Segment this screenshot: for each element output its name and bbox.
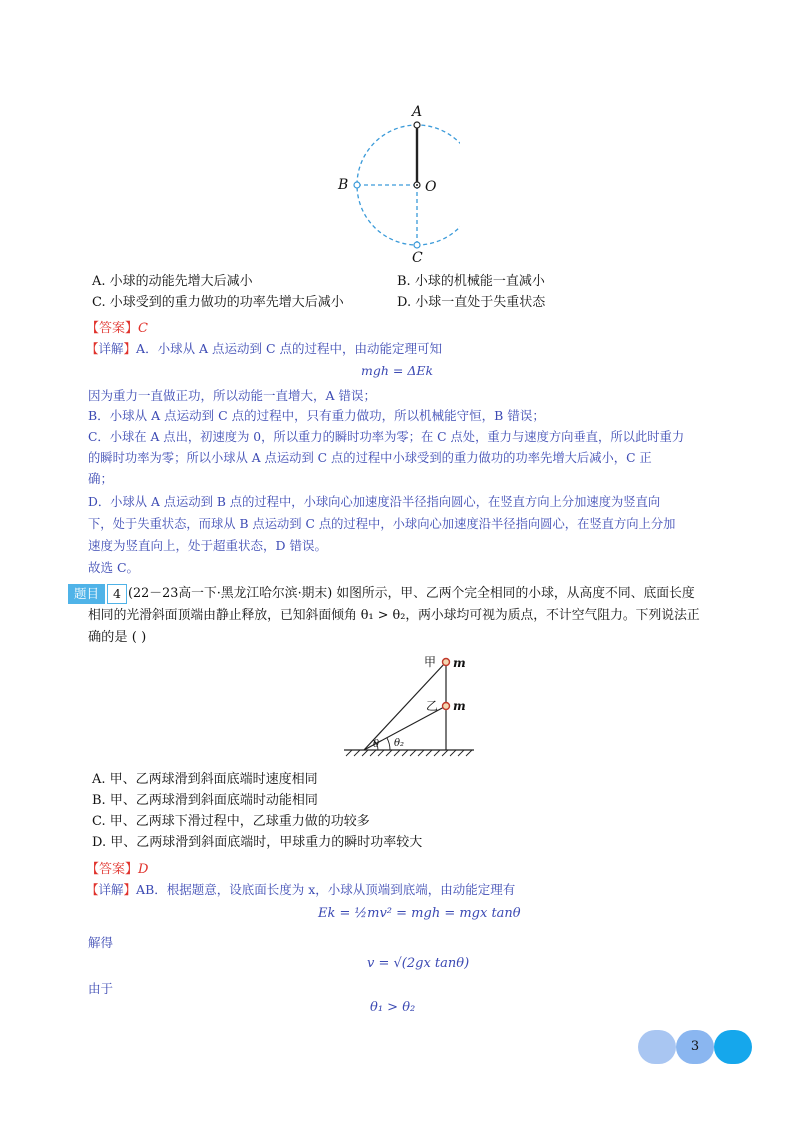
q3-detail-line-5: 确； (88, 471, 114, 486)
label-m1: m (453, 656, 466, 670)
q4-option-d: D. 甲、乙两球滑到斜面底端时，甲球重力的瞬时功率较大 (92, 835, 423, 850)
ground-hatching (346, 750, 472, 756)
label-o: O (425, 179, 437, 195)
q4-equation-3: θ₁ > θ₂ (370, 1000, 416, 1015)
answer-label: 答案 (99, 321, 126, 336)
label-b: B (338, 177, 349, 193)
q4-stem-line-2: 确的是 ( ) (88, 630, 147, 645)
label-yi: 乙 (426, 699, 439, 713)
ball-yi (443, 703, 450, 710)
q3-detail-line-1: 因为重力一直做正功，所以动能一直增大，A 错误； (88, 388, 377, 403)
q3-detail-line-7: 下，处于失重状态，而球从 B 点运动到 C 点的过程中，小球向心加速度沿半径指向圆心，在竖直方向上分加 (88, 517, 676, 531)
q3-option-b: B. 小球的机械能一直减小 (397, 274, 545, 289)
label-theta2: θ₂ (394, 738, 405, 749)
label-a: A (412, 104, 423, 120)
q3-detail-line-6: D．小球从 A 点运动到 B 点的过程中，小球向心加速度沿半径指向圆心，在竖直方向上分加速度为竖直向 (88, 495, 661, 509)
q3-detail-line-8: 速度为竖直向上，处于超重状态，D 错误。 (88, 538, 327, 553)
point-o-dot (416, 184, 418, 186)
q4-detail-line-1: 解得 (88, 935, 114, 950)
q3-detail-line-3: C．小球在 A 点出，初速度为 0，所以重力的瞬时功率为零；在 C 点处，重力与速度方向垂直，所以此时重力 (88, 430, 685, 444)
ball-jia (443, 659, 450, 666)
q3-detail-line-0: 【详解】A．小球从 A 点运动到 C 点的过程中，由动能定理可知 (86, 341, 443, 356)
q4-detail-line-0: 【详解】AB．根据题意，设底面长度为 x，小球从顶端到底端，由动能定理有 (86, 882, 516, 897)
answer-value: C (138, 321, 148, 336)
q3-detail-line-9: 故选 C。 (88, 560, 140, 575)
q4-badge (68, 584, 127, 604)
answer-value: D (138, 862, 149, 877)
q4-equation-2: v = √(2gx tanθ) (367, 956, 470, 971)
q4-detail-line-2: 由于 (88, 981, 114, 996)
q4-equation-1: Ek = ½mv² = mgh = mgx tanθ (318, 906, 521, 921)
q3-equation: mgh = ΔEk (361, 363, 434, 378)
q4-option-b: B. 甲、乙两球滑到斜面底端时动能相同 (92, 793, 318, 808)
point-a (414, 122, 420, 128)
point-b (354, 182, 360, 188)
label-c: C (412, 250, 423, 266)
answer-label: 答案 (99, 862, 126, 877)
page-number-badge (638, 1030, 752, 1064)
q4-badge-number: 4 (107, 584, 127, 604)
q3-option-a: A. 小球的动能先增大后减小 (92, 274, 253, 289)
point-c (414, 242, 420, 248)
q3-detail-line-4: 的瞬时功率为零；所以小球从 A 点运动到 C 点的过程中小球受到的重力做功的功率先增大后减小，C 正 (88, 451, 652, 465)
q3-option-d: D. 小球一直处于失重状态 (397, 295, 546, 310)
page-number: 3 (690, 1039, 700, 1054)
label-m2: m (453, 699, 466, 713)
q4-stem-line-0: (22－23高一下·黑龙江哈尔滨·期末) 如图所示，甲、乙两个完全相同的小球，从高度不同、底面长度 (128, 586, 695, 601)
q4-badge-label: 题目 (68, 584, 105, 604)
label-jia: 甲 (424, 655, 437, 669)
figure-incline-diagram (340, 648, 480, 760)
angle-arc-2 (387, 738, 390, 750)
detail-label: 详解 (98, 882, 124, 897)
q4-option-c: C. 甲、乙两球下滑过程中，乙球重力做的功较多 (92, 814, 370, 829)
q4-stem-line-1: 相同的光滑斜面顶端由静止释放，已知斜面倾角 θ₁ > θ₂，两小球均可视为质点，不计空气阻力。下列说法正 (88, 608, 700, 623)
q4-answer: 【答案】D (86, 862, 149, 877)
figure-circle-diagram (330, 100, 460, 268)
label-theta1: θ (373, 739, 380, 750)
q3-answer: 【答案】C (86, 321, 148, 336)
deco-circle-right (714, 1030, 752, 1064)
q3-detail-line-2: B．小球从 A 点运动到 C 点的过程中，只有重力做功，所以机械能守恒，B 错误； (88, 408, 545, 423)
deco-circle-left (638, 1030, 676, 1064)
q4-option-a: A. 甲、乙两球滑到斜面底端时速度相同 (92, 772, 318, 787)
q3-option-c: C. 小球受到的重力做功的功率先增大后减小 (92, 295, 344, 310)
detail-label: 详解 (98, 341, 124, 356)
